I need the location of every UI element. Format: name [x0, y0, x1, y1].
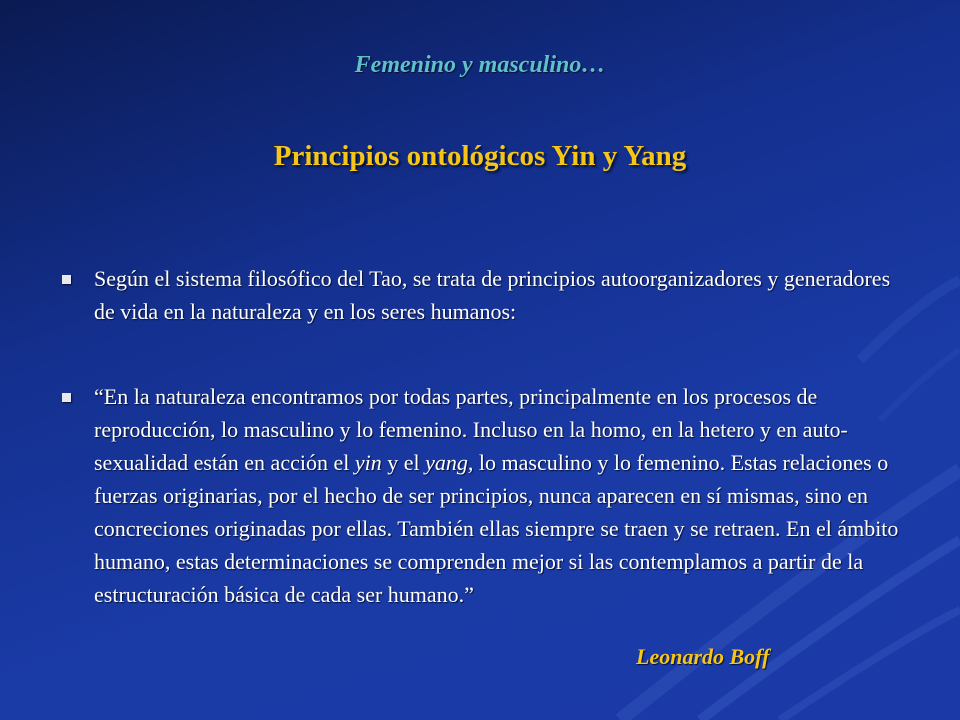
- square-bullet-icon: [62, 393, 71, 402]
- bullet-item: [60, 262, 910, 328]
- slide-subtitle: Femenino y masculino…: [354, 52, 606, 78]
- quote-text-part2: y el: [381, 450, 426, 475]
- yang-term: yang,: [425, 450, 474, 475]
- slide-title: Principios ontológicos Yin y Yang: [273, 140, 687, 172]
- quote-author: Leonardo Boff: [636, 644, 770, 669]
- bullet-list: [60, 262, 910, 611]
- quote-text-part3: lo masculino y lo femenino. Estas relaciones o fuerzas originarias, por el hecho de ser principios, nunca aparecen en sí mismas, sino en concreciones originadas por ellas. También ellas siempre se traen y se retraen. En el ámbito humano, estas determinaciones se comprenden mejor si las contemplamos a partir de la estructuración básica de cada ser humano.”: [94, 450, 899, 607]
- quote-text-part1: “En la naturaleza encontramos por todas partes, principalmente en los procesos de reproducción, lo masculino y lo femenino. Incluso en la homo, en la hetero y en auto-sexualidad están en acción el: [94, 384, 848, 475]
- yin-term: yin: [354, 450, 382, 475]
- bullet-text: Según el sistema filosófico del Tao, se trata de principios autoorganizadores y generadores de vida en la naturaleza y en los seres humanos:: [94, 266, 891, 324]
- quote-bullet-item: [60, 380, 910, 611]
- square-bullet-icon: [62, 275, 71, 284]
